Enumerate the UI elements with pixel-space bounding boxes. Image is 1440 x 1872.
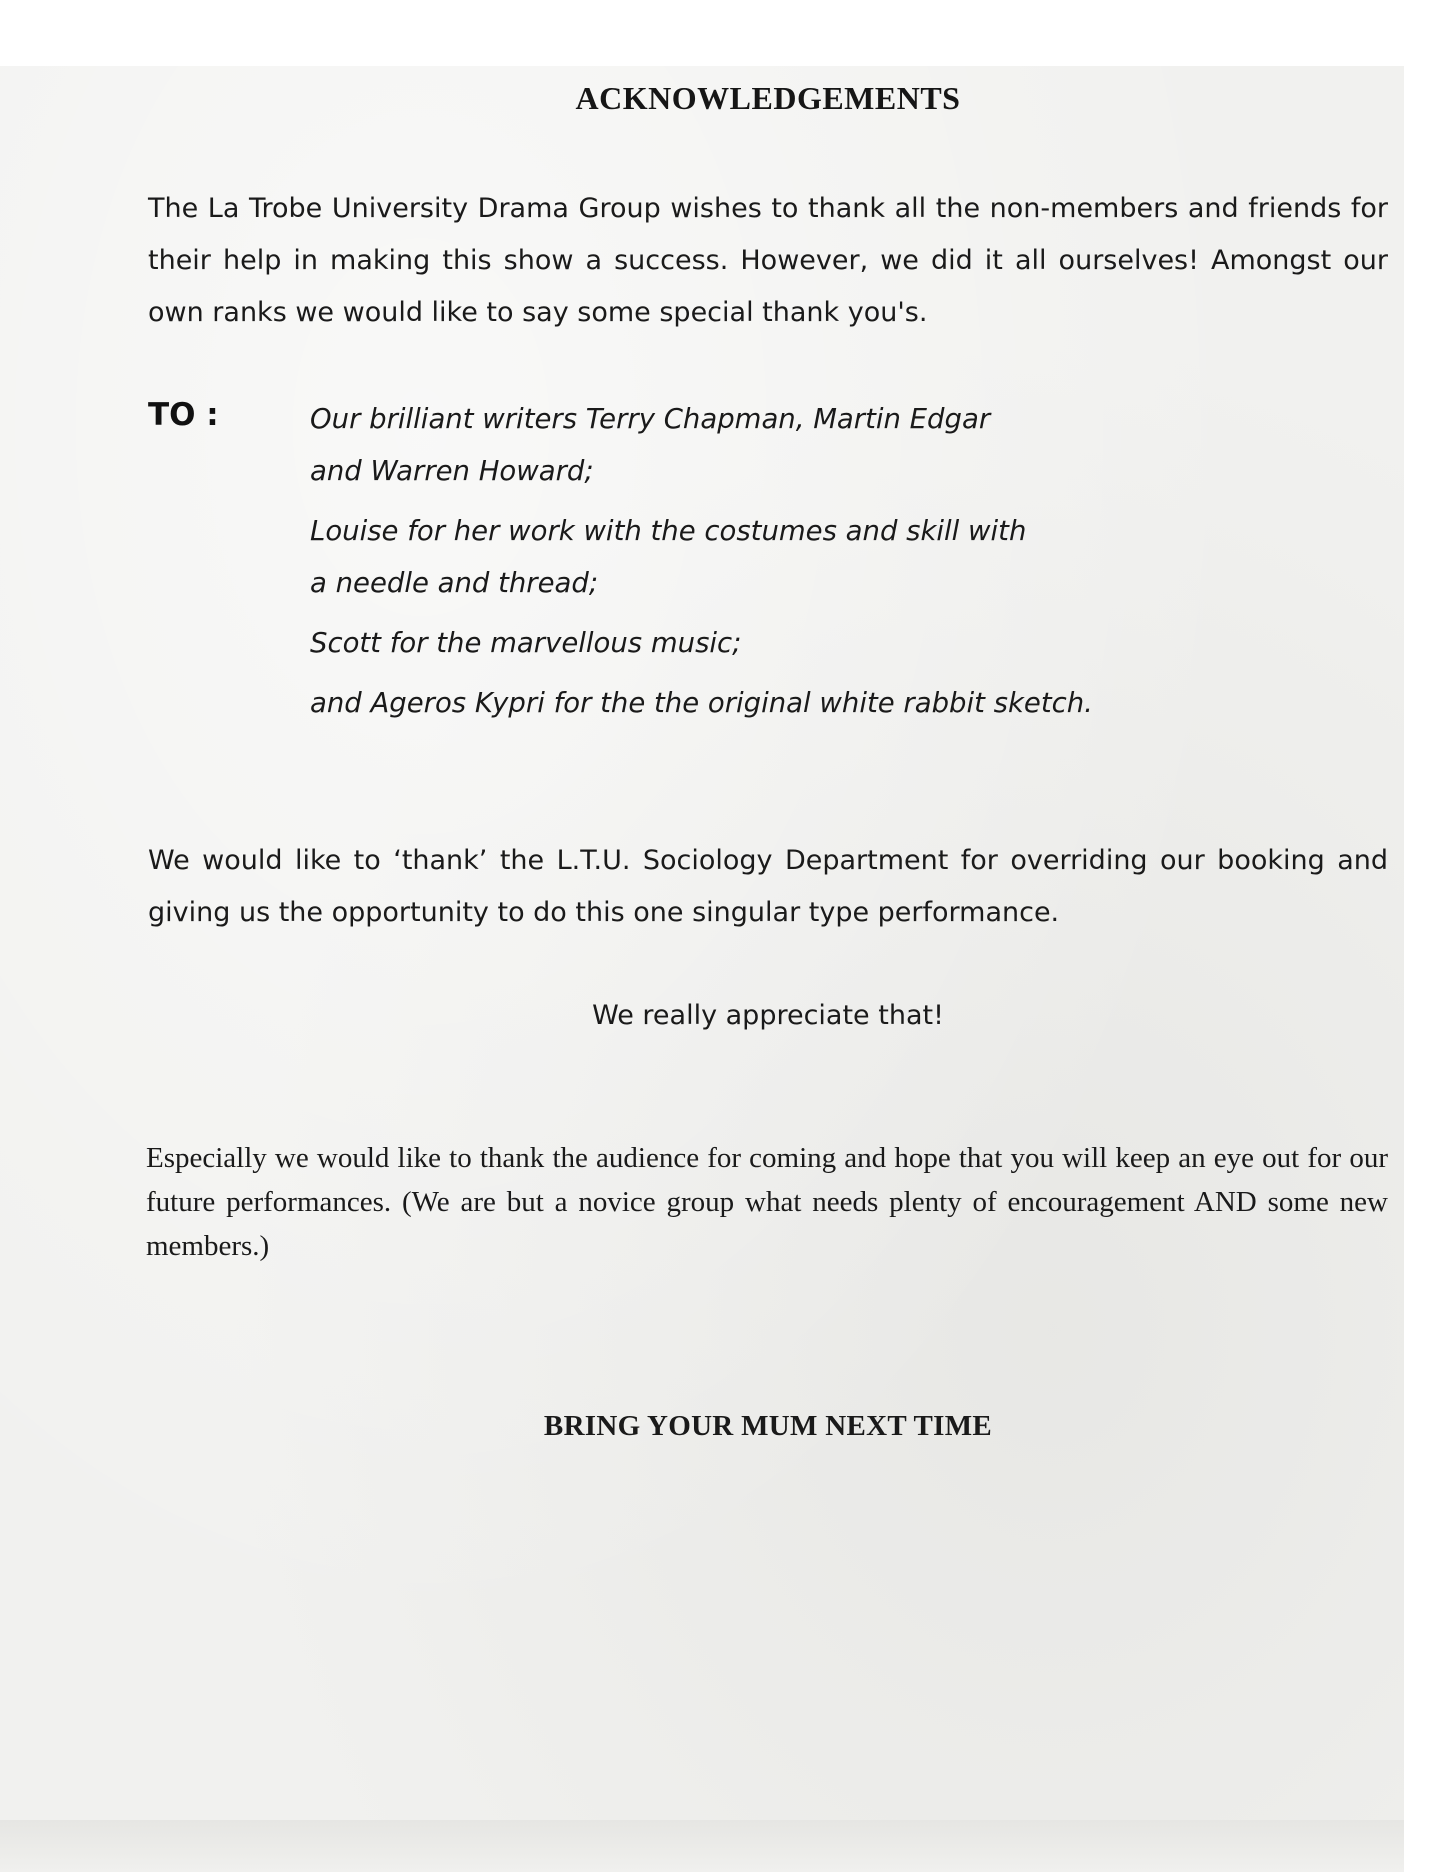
page-title: ACKNOWLEDGEMENTS [575, 80, 961, 116]
audience-paragraph: Especially we would like to thank the audience for coming and hope that you will keep an eye out for our future performances. (We are but a novice group what needs plenty of encouragement AND some new members.) [146, 1142, 1388, 1262]
closing-line: BRING YOUR MUM NEXT TIME [543, 1410, 993, 1442]
thanks-item-costumes [310, 505, 1210, 609]
thanks-item-music [310, 617, 1210, 669]
intro-paragraph: The La Trobe University Drama Group wishes to thank all the non-members and friends for their help in making this show a success. However, we did it all ourselves! Amongst our own ranks we would like to say some special thank you's. [148, 193, 1388, 328]
thanks-item-writers [310, 393, 1210, 497]
thanks-item-sketch [310, 677, 1210, 729]
thanks-line: Our brilliant writers Terry Chapman, Martin Edgar [310, 403, 991, 435]
to-label: TO : [148, 397, 219, 433]
appreciate-line: We really appreciate that! [592, 1000, 944, 1031]
thanks-line: a needle and thread; [310, 567, 599, 599]
page-bottom-edge [0, 1820, 1404, 1872]
thanks-line: Louise for her work with the costumes and skill with [310, 515, 1027, 547]
thanks-line: and Ageros Kypri for the the original white rabbit sketch. [310, 687, 1093, 719]
sociology-paragraph: We would like to ‘thank’ the L.T.U. Sociology Department for overriding our booking and giving us the opportunity to do this one singular type performance. [148, 845, 1388, 928]
thanks-line: Scott for the marvellous music; [310, 627, 742, 659]
thanks-list [310, 393, 1210, 737]
thanks-line: and Warren Howard; [310, 455, 594, 487]
